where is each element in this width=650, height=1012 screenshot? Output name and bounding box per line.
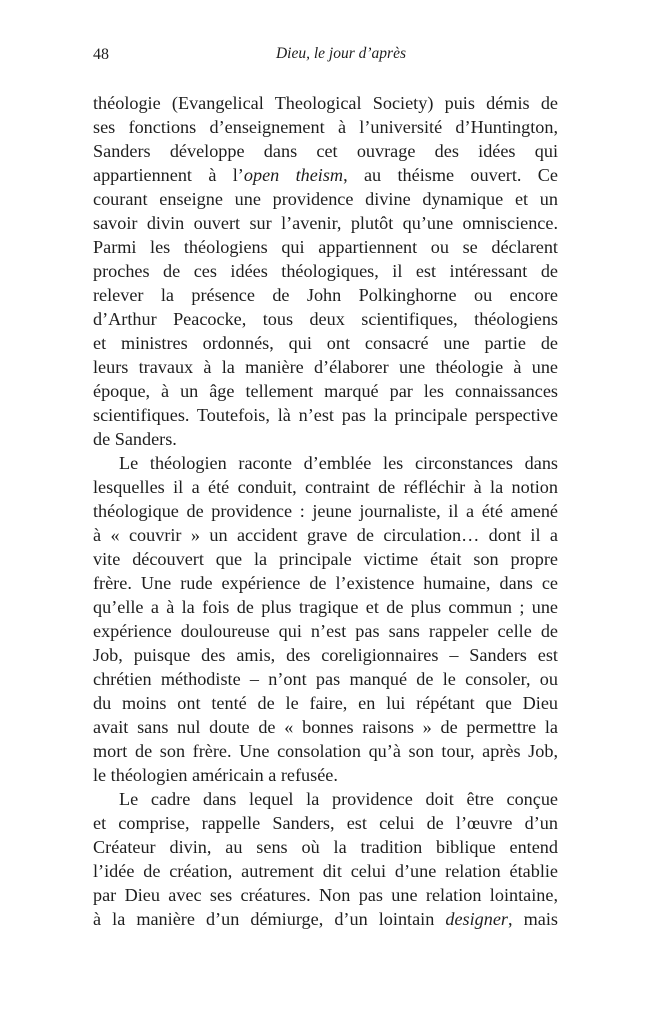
paragraph bbox=[93, 91, 558, 451]
text-line bbox=[93, 403, 558, 427]
text-segment: savoir divin ouvert sur l’avenir, plutôt qu’une omniscience. bbox=[93, 213, 558, 233]
text-segment: par Dieu avec ses créatures. Non pas une relation lointaine, bbox=[93, 885, 558, 905]
text-line bbox=[93, 163, 558, 187]
text-segment: à la manière d’un démiurge, d’un lointain bbox=[93, 909, 446, 929]
text-segment: , mais bbox=[508, 909, 558, 929]
text-segment: avait sans nul doute de « bonnes raisons » de permettre la bbox=[93, 717, 558, 737]
text-line bbox=[93, 235, 558, 259]
text-line bbox=[93, 475, 558, 499]
text-line bbox=[93, 307, 558, 331]
text-segment: mort de son frère. Une consolation qu’à son tour, après Job, bbox=[93, 741, 558, 761]
text-segment: et comprise, rappelle Sanders, est celui de l’œuvre d’un bbox=[93, 813, 558, 833]
paragraph bbox=[93, 451, 558, 787]
text-line bbox=[93, 715, 558, 739]
text-line bbox=[93, 187, 558, 211]
text-line bbox=[93, 283, 558, 307]
text-line bbox=[93, 595, 558, 619]
text-segment: du moins ont tenté de le faire, en lui répétant que Dieu bbox=[93, 693, 558, 713]
text-segment: leurs travaux à la manière d’élaborer une théologie à une bbox=[93, 357, 558, 377]
text-line bbox=[93, 787, 558, 811]
text-segment: scientifiques. Toutefois, là n’est pas la principale perspective bbox=[93, 405, 558, 425]
running-title: Dieu, le jour d’après bbox=[275, 45, 406, 62]
text-line bbox=[93, 763, 558, 787]
text-line bbox=[93, 811, 558, 835]
text-segment: Créateur divin, au sens où la tradition biblique entend bbox=[93, 837, 558, 857]
text-line bbox=[93, 451, 558, 475]
text-segment: le théologien américain a refusée. bbox=[93, 765, 338, 785]
text-line bbox=[93, 355, 558, 379]
text-segment: Sanders développe dans cet ouvrage des idées qui bbox=[93, 141, 558, 161]
body-text bbox=[93, 91, 558, 931]
text-segment: Le cadre dans lequel la providence doit être conçue bbox=[119, 789, 558, 809]
text-line bbox=[93, 907, 558, 931]
text-line bbox=[93, 571, 558, 595]
text-segment: lesquelles il a été conduit, contraint de réfléchir à la notion bbox=[93, 477, 558, 497]
text-segment: vite découvert que la principale victime était son propre bbox=[93, 549, 558, 569]
text-line bbox=[93, 331, 558, 355]
text-segment: à « couvrir » un accident grave de circulation… dont il a bbox=[93, 525, 558, 545]
text-segment: expérience douloureuse qui n’est pas sans rappeler celle de bbox=[93, 621, 558, 641]
text-line bbox=[93, 427, 558, 451]
text-line bbox=[93, 619, 558, 643]
text-line bbox=[93, 667, 558, 691]
text-segment: ses fonctions d’enseignement à l’université d’Huntington, bbox=[93, 117, 558, 137]
italic-term: designer bbox=[445, 909, 509, 929]
text-segment: l’idée de création, autrement dit celui d’une relation établie bbox=[93, 861, 558, 881]
text-line bbox=[93, 91, 558, 115]
text-segment: appartiennent à l’ bbox=[93, 165, 244, 185]
paragraph bbox=[93, 787, 558, 931]
text-segment: de Sanders. bbox=[93, 429, 177, 449]
text-line bbox=[93, 259, 558, 283]
text-segment: frère. Une rude expérience de l’existence humaine, dans ce bbox=[93, 573, 558, 593]
text-line bbox=[93, 139, 558, 163]
text-segment: qu’elle a à la fois de plus tragique et de plus commun ; une bbox=[93, 597, 558, 617]
text-segment: , au théisme ouvert. Ce bbox=[343, 165, 558, 185]
italic-term: open theism bbox=[243, 165, 344, 185]
text-segment: proches de ces idées théologiques, il est intéressant de bbox=[93, 261, 558, 281]
text-line bbox=[93, 523, 558, 547]
text-segment: chrétien méthodiste – n’ont pas manqué de le consoler, ou bbox=[93, 669, 558, 689]
text-segment: Le théologien raconte d’emblée les circonstances dans bbox=[119, 453, 558, 473]
text-segment: et ministres ordonnés, qui ont consacré une partie de bbox=[93, 333, 558, 353]
text-line bbox=[93, 547, 558, 571]
text-line bbox=[93, 379, 558, 403]
text-line bbox=[93, 211, 558, 235]
text-segment: courant enseigne une providence divine dynamique et un bbox=[93, 189, 558, 209]
text-segment: époque, à un âge tellement marqué par les connaissances bbox=[93, 381, 558, 401]
text-line bbox=[93, 739, 558, 763]
text-segment: relever la présence de John Polkinghorne ou encore bbox=[93, 285, 558, 305]
text-segment: théologique de providence : jeune journaliste, il a été amené bbox=[93, 501, 558, 521]
text-segment: d’Arthur Peacocke, tous deux scientifiques, théologiens bbox=[93, 309, 558, 329]
text-segment: théologie (Evangelical Theological Society) puis démis de bbox=[93, 93, 558, 113]
text-line bbox=[93, 883, 558, 907]
text-line bbox=[93, 835, 558, 859]
text-line bbox=[93, 691, 558, 715]
text-segment: Parmi les théologiens qui appartiennent ou se déclarent bbox=[93, 237, 558, 257]
text-line bbox=[93, 643, 558, 667]
text-line bbox=[93, 115, 558, 139]
text-line bbox=[93, 499, 558, 523]
text-segment: Job, puisque des amis, des coreligionnaires – Sanders est bbox=[93, 645, 558, 665]
page-number: 48 bbox=[93, 46, 109, 63]
text-line bbox=[93, 859, 558, 883]
